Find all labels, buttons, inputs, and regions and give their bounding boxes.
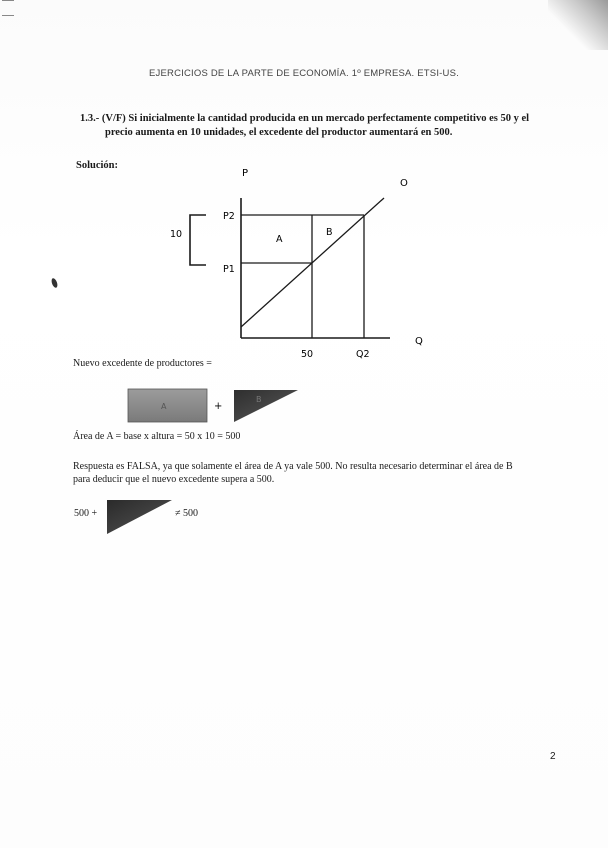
x-axis-label: Q (415, 336, 423, 347)
area-a-rectangle (128, 389, 207, 422)
area-formula: Área de A = base x altura = 50 x 10 = 500 (73, 431, 241, 442)
page-number: 2 (550, 751, 556, 762)
answer-line-1: Respuesta es FALSA, ya que solamente el área de A ya vale 500. No resulta necesario determinar el área de B (73, 461, 513, 472)
folded-corner-shadow (548, 0, 608, 50)
surplus-shapes (120, 385, 320, 427)
equation-right: ≠ 500 (175, 508, 198, 519)
ink-spot (50, 277, 58, 288)
answer-text (73, 460, 573, 486)
area-b-triangle (234, 390, 298, 422)
area-b-label: B (326, 227, 333, 238)
p1-label: P1 (223, 264, 235, 275)
equation-triangle (104, 497, 174, 537)
question-number: 1.3.- (80, 113, 100, 124)
q1-label: 50 (301, 349, 314, 360)
price-bracket (190, 215, 206, 265)
equation-left: 500 + (74, 508, 98, 519)
y-axis-label: P (242, 168, 249, 179)
answer-line-2: para deducir que el nuevo excedente supera a 500. (73, 474, 275, 485)
question-text (80, 112, 570, 140)
plus-sign: + (214, 401, 223, 412)
area-a-label: A (276, 234, 283, 245)
tri-label: B (256, 395, 262, 404)
q2-label: Q2 (356, 349, 370, 360)
bracket-label: 10 (170, 229, 183, 240)
page-header: EJERCICIOS DE LA PARTE DE ECONOMÍA. 1º EMPRESA. ETSI-US. (149, 68, 459, 79)
solution-label: Solución: (76, 160, 119, 171)
p2-label: P2 (223, 211, 235, 222)
question-line-1: (V/F) Si inicialmente la cantidad producida en un mercado perfectamente competitivo es 50 y el (101, 113, 530, 124)
scan-mark (2, 0, 14, 16)
supply-graph (160, 160, 440, 360)
question-line-2: precio aumenta en 10 unidades, el excedente del productor aumentará en 500. (105, 127, 453, 138)
new-surplus-label: Nuevo excedente de productores = (73, 358, 212, 369)
supply-curve-label: O (400, 178, 408, 189)
rect-label: A (161, 402, 167, 411)
